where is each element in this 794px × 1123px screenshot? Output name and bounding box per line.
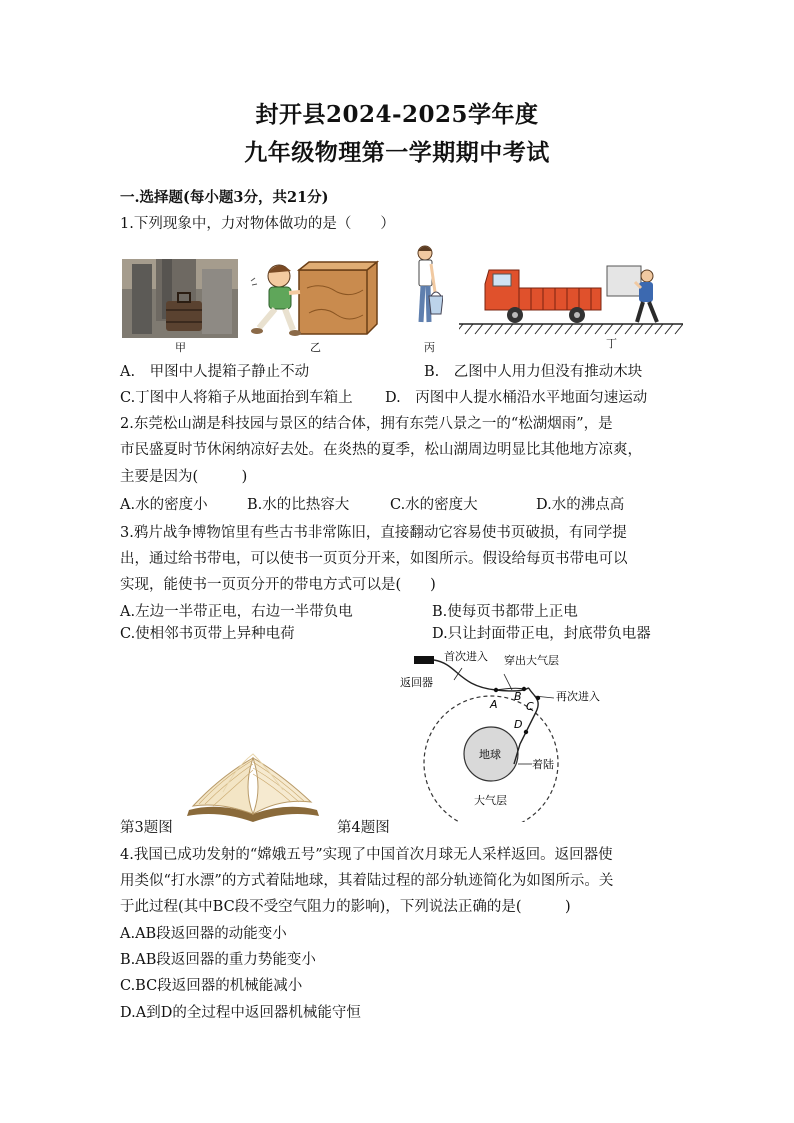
q3-option-c: C.使相邻书页带上异种电荷 [120,626,295,642]
q1-figure-bing [411,244,443,336]
q4-stem-line3: 于此过程(其中BC段不受空气阻力的影响)，下列说法正确的是( ) [120,899,571,915]
q4-trajectory-figure [396,646,622,822]
q3-stem-line3: 实现，能使书一页页分开的带电方式可以是( ) [120,577,436,593]
q4-option-b: B.AB段返回器的重力势能变小 [120,952,316,968]
q1-option-d: D. 丙图中人提水桶沿水平地面匀速运动 [385,390,648,406]
q1-photo-jia [122,259,238,338]
q3-stem-line2: 出，通过给书带电，可以使书一页页分开来，如图所示。假设给每页书带电可以 [120,551,628,567]
q3-stem-line1: 3.鸦片战争博物馆里有些古书非常陈旧，直接翻动它容易使书页破损，有同学提 [120,525,627,541]
q3-option-b: B.使每页书都带上正电 [432,604,578,620]
q4-figure-caption: 第4题图 [337,820,390,836]
q4-option-a: A.AB段返回器的动能变小 [120,926,287,942]
q1-option-a: A. 甲图中人提箱子静止不动 [120,364,310,380]
q2-option-b: B.水的比热容大 [247,497,350,513]
label-atmosphere: 大气层 [474,794,507,807]
q1-stem: 1.下列现象中，力对物体做功的是（ ） [120,216,395,232]
point-b-label: B [514,690,522,703]
q4-option-c: C.BC段返回器的机械能减小 [120,978,303,994]
label-exit-atmosphere: 穿出大气层 [504,654,559,667]
q1-caption-bing: 丙 [424,341,435,354]
q2-option-c: C.水的密度大 [390,497,478,513]
q1-cartoon-yi [247,258,380,338]
section-heading: 一.选择题(每小题3分，共21分) [120,189,329,206]
label-capsule: 返回器 [400,676,433,689]
q1-caption-yi: 乙 [310,341,321,354]
q4-stem-line1: 4.我国已成功发射的“嫦娥五号”实现了中国首次月球无人采样返回。返回器使 [120,847,613,863]
q1-caption-jia: 甲 [175,341,186,354]
label-earth: 地球 [479,748,501,761]
label-first-entry: 首次进入 [444,650,488,663]
q2-option-a: A.水的密度小 [120,497,208,513]
q2-stem-line3: 主要是因为( ) [120,469,248,485]
label-landing: 着陆 [532,758,554,771]
q1-truck-ding [459,262,683,338]
label-reentry: 再次进入 [556,690,600,703]
q3-book-figure [183,746,323,822]
q4-stem-line2: 用类似“打水漂”的方式着陆地球，其着陆过程的部分轨迹简化为如图所示。关 [120,873,614,889]
exam-title-line1: 封开县2024-2025学年度 [255,101,539,128]
q1-option-c: C.丁图中人将箱子从地面抬到车箱上 [120,390,353,406]
q1-option-b: B. 乙图中人用力但没有推动木块 [424,364,643,380]
q3-figure-caption: 第3题图 [120,820,173,836]
q2-stem-line1: 2.东莞松山湖是科技园与景区的结合体，拥有东莞八景之一的“松湖烟雨”，是 [120,416,613,432]
point-d-label: D [514,718,523,731]
q1-caption-ding: 丁 [606,337,617,350]
q2-stem-line2: 市民盛夏时节休闲纳凉好去处。在炎热的夏季，松山湖周边明显比其他地方凉爽， [120,442,642,458]
q4-option-d: D.A到D的全过程中返回器机械能守恒 [120,1005,361,1021]
q2-option-d: D.水的沸点高 [536,497,625,513]
q3-option-a: A.左边一半带正电，右边一半带负电 [120,604,353,620]
capsule-marker [414,656,434,664]
exam-title-line2: 九年级物理第一学期期中考试 [244,139,550,166]
point-a-label: A [490,698,498,711]
q3-option-d: D.只让封面带正电，封底带负电器 [432,626,651,642]
point-c-label: C [526,700,534,713]
